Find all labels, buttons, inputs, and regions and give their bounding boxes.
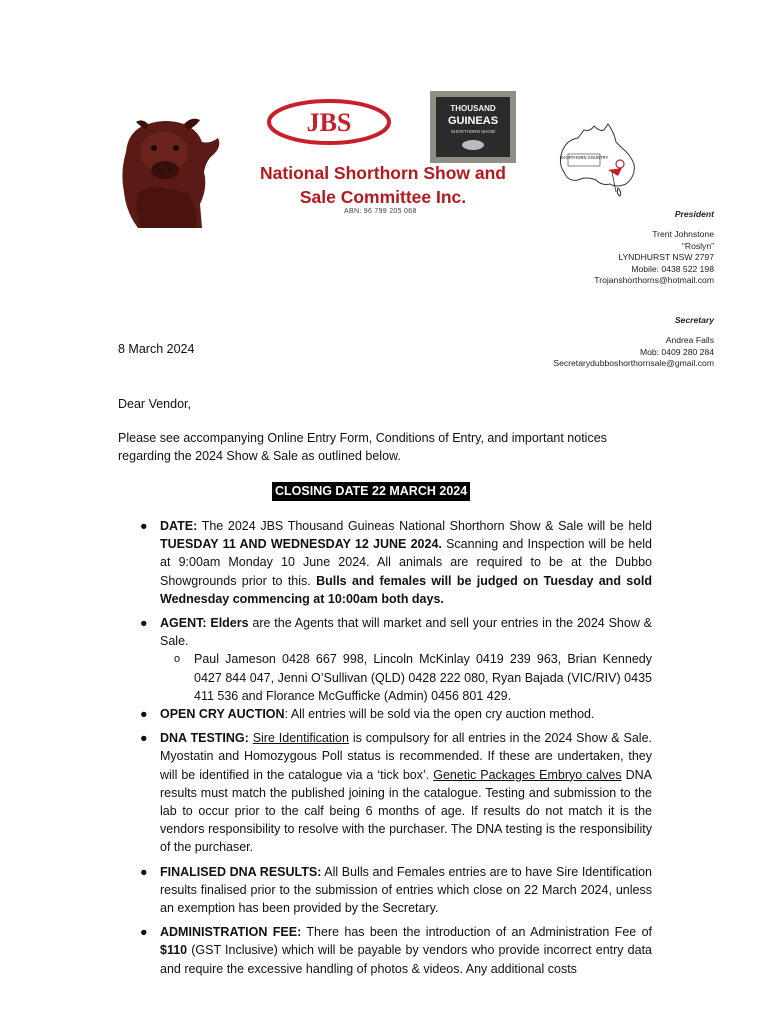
- list-item-admin-fee: ● ADMINISTRATION FEE: There has been the introduction of an Administration Fee of $110 (GST Inclusive) which will be payable by vendors who provide incorrect entry data and require the excessive handling of photos & videos. Any additional costs: [140, 925, 653, 976]
- committee-name-line1: National Shorthorn Show and: [260, 163, 506, 183]
- notice-list: [140, 517, 652, 984]
- intro-paragraph: Please see accompanying Online Entry Form, Conditions of Entry, and important notices regarding the 2024 Show & Sale as outlined below.: [118, 431, 607, 463]
- sub-bullet-icon: o: [174, 653, 181, 666]
- letter-date: 8 March 2024: [118, 342, 195, 356]
- list-item-open-cry: ● OPEN CRY AUCTION: All entries will be sold via the open cry auction method.: [140, 705, 652, 723]
- closing-date-banner: CLOSING DATE 22 MARCH 2024: [272, 482, 470, 501]
- secretary-contact: [553, 315, 714, 370]
- president-address: LYNDHURST NSW 2797: [618, 252, 714, 263]
- agent-contacts: o Paul Jameson 0428 667 998, Lincoln McKinlay 0419 239 963, Brian Kennedy 0427 844 047, Jenni O’Sullivan (QLD) 0428 222 080, Ryan Bajada (VIC/RIV) 0435 411 536 and Florance McGufficke (Admin) 0456 801 429.: [174, 652, 652, 703]
- bullet-icon: ●: [140, 925, 148, 940]
- svg-text:THOUSAND: THOUSAND: [450, 104, 496, 113]
- bullet-icon: ●: [140, 864, 148, 879]
- committee-name-line2: Sale Committee Inc.: [299, 187, 467, 207]
- secretary-email: Secretarydubboshorthornsale@gmail.com: [553, 358, 714, 369]
- bullet-icon: ●: [140, 707, 148, 722]
- list-item-date: ● DATE: The 2024 JBS Thousand Guineas National Shorthorn Show & Sale will be held TUESDAY 11 AND WEDNESDAY 12 JUNE 2024. Scanning and Inspection will be held at 9:00am Monday 10 June 2024. All animals are required to be at the Dubbo Showgrounds prior to this. Bulls and females will be judged on Tuesday and sold Wednesday commencing at 10:00am both days.: [140, 519, 652, 606]
- president-email: Trojanshorthorns@hotmail.com: [594, 275, 714, 286]
- bullet-icon: ●: [140, 731, 148, 746]
- president-contact: [594, 209, 714, 286]
- president-property: “Roslyn”: [682, 240, 714, 251]
- abn-number: ABN: 96 799 205 068: [344, 208, 417, 215]
- svg-text:SHORTHORN SHOW: SHORTHORN SHOW: [450, 129, 496, 134]
- list-item-finalised-dna: ● FINALISED DNA RESULTS: All Bulls and Females entries are to have Sire Identification results finalised prior to the submission of entries which close on 22 March 2024, unless an exemption has been provided by the Secretary.: [140, 864, 653, 916]
- bullet-icon: ●: [140, 616, 148, 631]
- secretary-mobile: Mob: 0409 280 284: [639, 346, 714, 357]
- jbs-logo-text: JBS: [306, 108, 352, 137]
- secretary-role: Secretary: [674, 315, 714, 325]
- australia-map-logo: [556, 122, 640, 198]
- list-item-agent: ● AGENT: Elders are the Agents that will market and sell your entries in the 2024 Show & Sale. o Paul Jameson 0428 667 998, Lincoln McKinlay 0419 239 963, Brian Kennedy 0427 844 047, Jenni O’Sullivan (QLD) 0428 222 080, Ryan Bajada (VIC/RIV) 0435 411 536 and Florance McGufficke (Admin) 0456 801 429.: [140, 614, 652, 705]
- salutation: Dear Vendor,: [118, 397, 191, 411]
- president-name: Trent Johnstone: [652, 229, 714, 240]
- list-item-dna-testing: ● DNA TESTING: Sire Identification is compulsory for all entries in the 2024 Show & Sale. Myostatin and Homozygous Poll status is recommended. If these are undertaken, they will be identified in the catalogue via a ‘tick box’. Genetic Packages Embryo calves DNA results must match the published joining in the catalogue. Testing and submission to the lab to occur prior to the calf being 6 months of age. If results do not match it is the vendors responsibility to resolve with the purchaser. The DNA testing is the responsibility of the purchaser.: [140, 731, 653, 855]
- svg-text:GUINEAS: GUINEAS: [447, 115, 499, 127]
- svg-text:SHORTHORN COUNTRY: SHORTHORN COUNTRY: [559, 155, 609, 160]
- secretary-name: Andrea Falls: [665, 335, 714, 346]
- president-role: President: [674, 209, 714, 219]
- bullet-icon: ●: [140, 519, 148, 533]
- shorthorn-bull-photo: [118, 112, 230, 228]
- jbs-logo: [266, 97, 392, 147]
- committee-name: [220, 161, 546, 209]
- president-mobile: Mobile: 0438 522 198: [631, 263, 714, 274]
- thousand-guineas-logo: [430, 91, 516, 163]
